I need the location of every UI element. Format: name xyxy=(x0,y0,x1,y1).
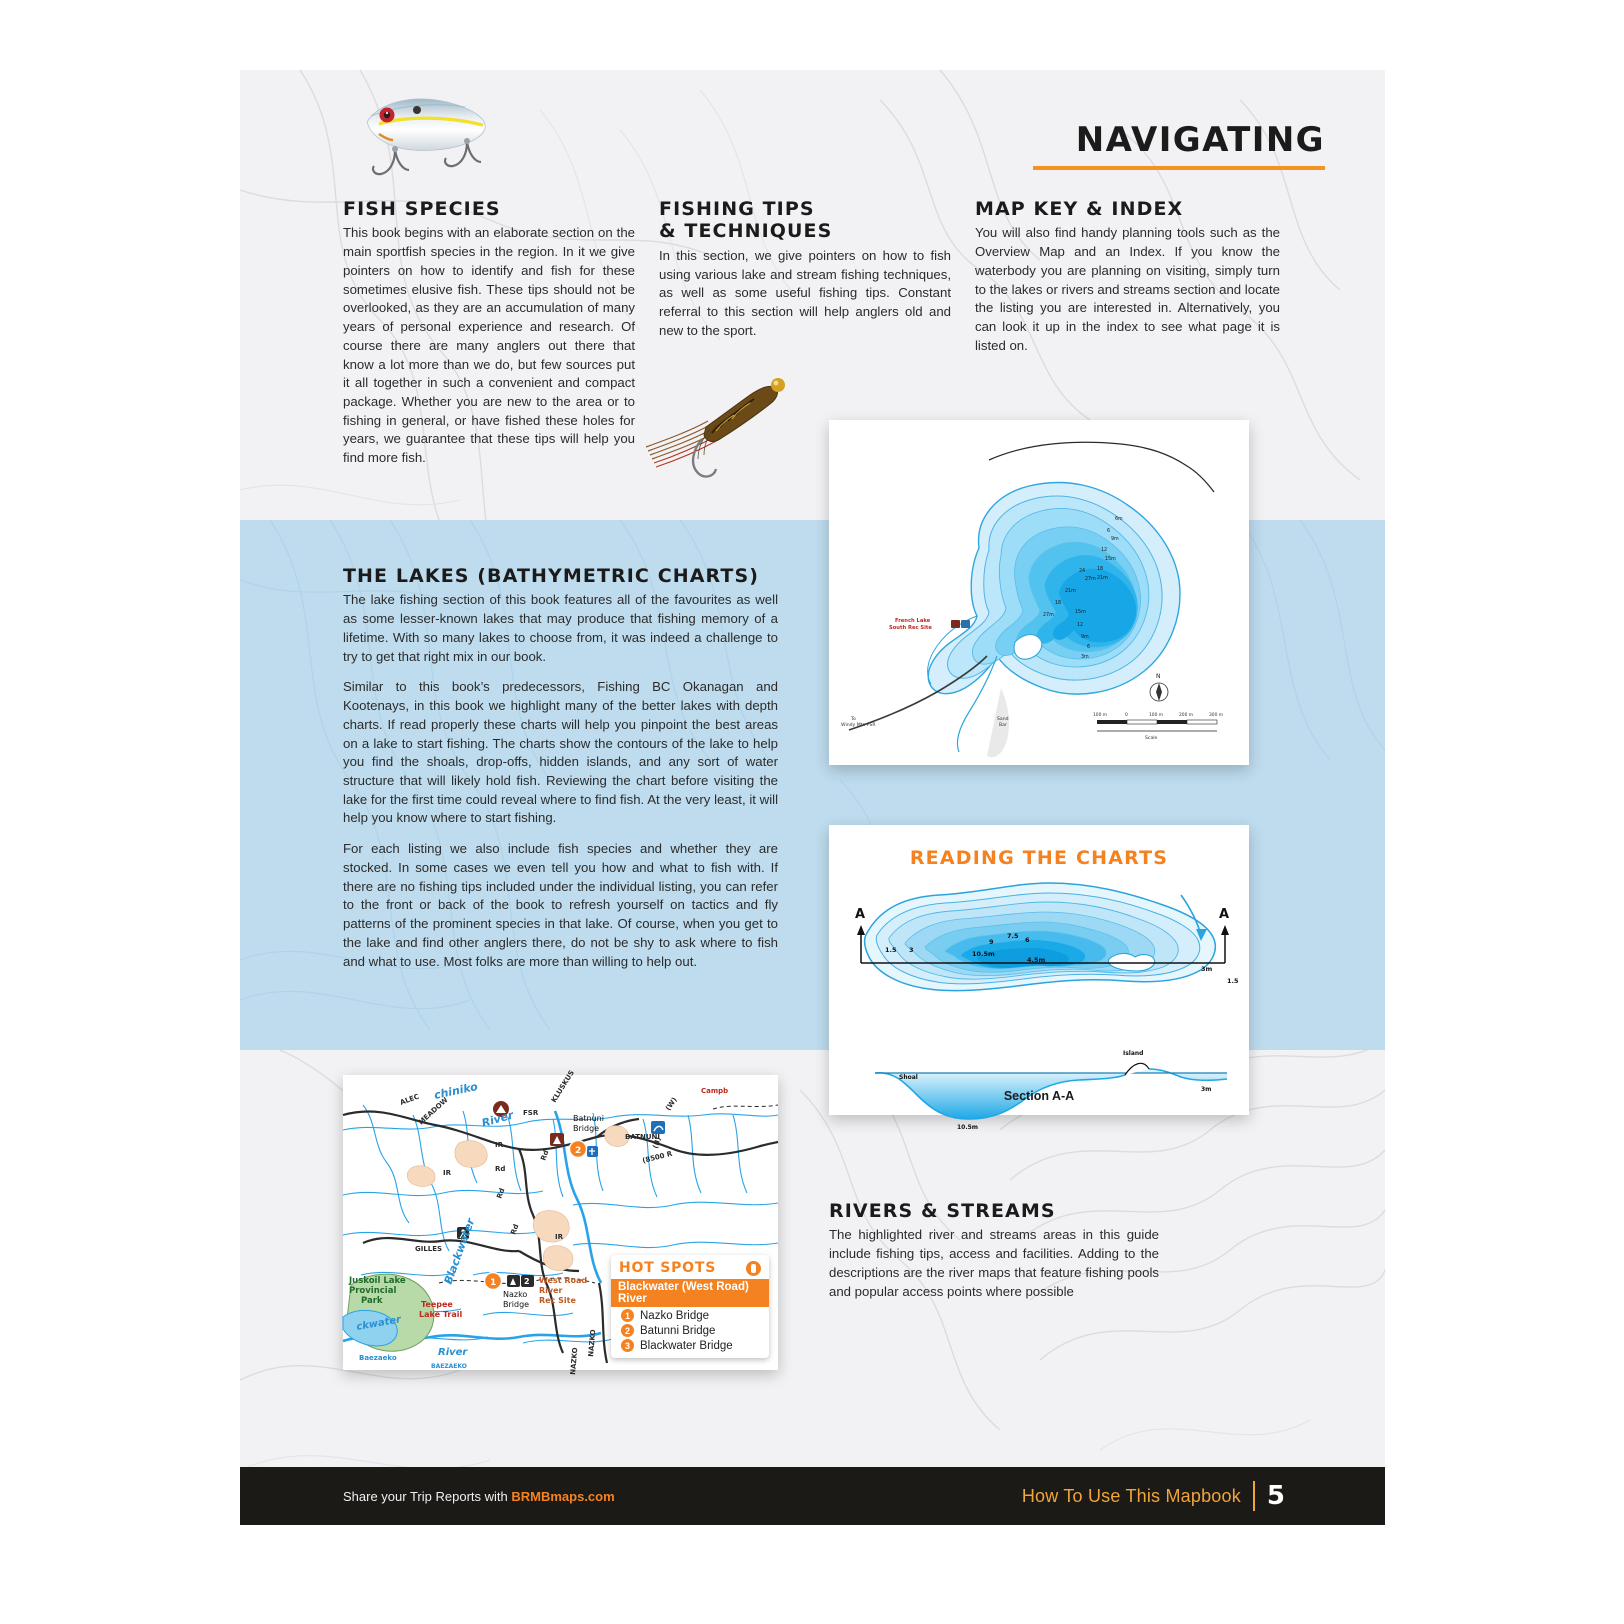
svg-text:South Rec Site: South Rec Site xyxy=(889,625,932,631)
svg-text:NAZKO: NAZKO xyxy=(569,1347,580,1376)
svg-text:Rd: Rd xyxy=(495,1165,506,1173)
fishing-tips-body: In this section, we give pointers on how to fish using various lake and stream fishing techniques, as well as some useful fishing tips. Constant referral to this section will help anglers old and new to the sport. xyxy=(659,247,951,338)
svg-text:3m: 3m xyxy=(1081,655,1089,660)
svg-text:9: 9 xyxy=(989,938,994,946)
hot-spots-subtitle: Blackwater (West Road) River xyxy=(611,1279,769,1307)
svg-text:Windy Mtn FSR: Windy Mtn FSR xyxy=(841,723,876,728)
svg-text:Sand: Sand xyxy=(997,717,1009,722)
svg-text:A: A xyxy=(855,907,866,922)
hot-spot-item-1[interactable] xyxy=(611,1307,769,1322)
fish-species-heading: FISH SPECIES xyxy=(343,198,501,220)
svg-text:IR: IR xyxy=(555,1233,563,1241)
svg-text:Baezaeko: Baezaeko xyxy=(359,1354,397,1362)
map-key-body: You will also find handy planning tools such as the Overview Map and an Index. If you know the waterbody you are planning on visiting, simply turn to the lakes or rivers and streams section and locate the listing you are interested in. Alternatively, you can look it up in the index to see what page it is listed on. xyxy=(975,225,1280,353)
svg-text:FSR: FSR xyxy=(523,1109,539,1117)
lakes-para-2: Similar to this book’s predecessors, Fishing BC Okanagan and Kootenays, in this book we highlight many of the better lakes with depth charts. If read properly these charts will help you pinpoint the best areas on a lake to start fishing. The charts show the contours of the lake to help you find the shoals, drop-offs, hidden islands, and any sort of water structure that will likely hold fish. Reviewing the chart before visiting the lake for the first time could reveal where to find fish. At the very least, it will help you know where to start fishing. xyxy=(343,679,778,826)
svg-text:12: 12 xyxy=(1077,623,1084,628)
fishing-fly-photo xyxy=(640,355,815,480)
section-rivers-streams xyxy=(829,1200,1159,1301)
section-the-lakes xyxy=(343,565,778,971)
svg-text:Rd: Rd xyxy=(509,1223,521,1236)
hot-spot-number-icon: 1 xyxy=(621,1309,634,1322)
hot-spot-item-2[interactable] xyxy=(611,1322,769,1337)
svg-text:Rec Site: Rec Site xyxy=(539,1296,576,1305)
svg-text:Rd: Rd xyxy=(539,1149,551,1162)
svg-text:3m: 3m xyxy=(1201,965,1213,973)
river-map-card[interactable] xyxy=(343,1068,778,1376)
footer-brand-link[interactable]: BRMBmaps.com xyxy=(511,1488,615,1504)
svg-text:Bridge: Bridge xyxy=(573,1124,600,1133)
svg-text:Blackwater: Blackwater xyxy=(441,1216,478,1287)
svg-text:Lake Trail: Lake Trail xyxy=(419,1310,463,1319)
svg-text:(II): (II) xyxy=(651,1136,663,1150)
map-pin-icon xyxy=(746,1261,761,1276)
svg-text:4.5m: 4.5m xyxy=(1027,956,1046,964)
footer-page-marker xyxy=(1022,1481,1285,1511)
footer-divider xyxy=(1253,1481,1255,1511)
svg-text:River: River xyxy=(480,1108,515,1130)
hot-spots-title-row xyxy=(611,1260,769,1279)
svg-text:Provincial: Provincial xyxy=(349,1286,397,1296)
svg-text:18: 18 xyxy=(1055,601,1062,606)
svg-text:10.5m: 10.5m xyxy=(957,1124,979,1131)
rivers-body: The highlighted river and streams areas in this guide include fishing tips, access and facilities. Adding to the descriptions are the river maps that feature fishing pools and popular access points where possible xyxy=(829,1227,1159,1299)
svg-text:27m: 27m xyxy=(1085,577,1096,582)
reading-charts-title: READING THE CHARTS xyxy=(909,847,1169,869)
svg-text:(W): (W) xyxy=(664,1095,679,1113)
svg-text:2: 2 xyxy=(524,1277,530,1286)
svg-text:9m: 9m xyxy=(1111,537,1119,542)
svg-text:chiniko: chiniko xyxy=(432,1080,479,1102)
svg-text:(8500 R: (8500 R xyxy=(641,1149,674,1165)
svg-text:21m: 21m xyxy=(1097,576,1108,581)
section-aa-label: Section A-A xyxy=(1003,1089,1075,1103)
svg-text:9m: 9m xyxy=(1081,635,1089,640)
svg-text:2: 2 xyxy=(575,1146,582,1156)
svg-text:6: 6 xyxy=(1087,645,1091,650)
svg-text:Juskoil Lake: Juskoil Lake xyxy=(349,1276,406,1286)
rivers-heading: RIVERS & STREAMS xyxy=(829,1200,1056,1222)
fishing-tips-heading-line2: & TECHNIQUES xyxy=(659,220,833,243)
svg-text:BAEZAEKO: BAEZAEKO xyxy=(431,1363,467,1370)
bathymetric-chart-card[interactable] xyxy=(829,420,1249,765)
lakes-para-1: The lake fishing section of this book features all of the favourites as well as some lesser-known lakes that may produce that fishing memory of a lifetime. With so many lakes to choose from, it was indeed a challenge to try to get that right mix in our book. xyxy=(343,592,778,664)
svg-text:IR: IR xyxy=(443,1169,451,1177)
svg-text:Nazko: Nazko xyxy=(503,1290,528,1299)
map-key-heading: MAP KEY & INDEX xyxy=(975,198,1184,220)
svg-text:21m: 21m xyxy=(1065,589,1076,594)
page-footer xyxy=(240,1467,1385,1525)
svg-text:Shoal: Shoal xyxy=(899,1074,918,1081)
svg-text:A: A xyxy=(1219,907,1230,922)
svg-text:GILLES: GILLES xyxy=(415,1245,443,1253)
hot-spot-label: Nazko Bridge xyxy=(640,1309,710,1322)
svg-text:Batnuni: Batnuni xyxy=(573,1114,604,1123)
hot-spot-number-icon: 2 xyxy=(621,1324,634,1337)
svg-text:6m: 6m xyxy=(1115,517,1123,522)
footer-trip-reports xyxy=(343,1489,615,1504)
svg-text:6: 6 xyxy=(1107,529,1111,534)
header-accent-rule xyxy=(1033,166,1325,170)
svg-text:IR: IR xyxy=(495,1141,503,1149)
svg-text:3: 3 xyxy=(909,946,914,954)
fish-species-body: This book begins with an elaborate section on the main sportfish species in the region. In it we give pointers on how to identify and fish for these sometimes elusive fish. These tips should not be overlooked, as they are an accumulation of many years of personal experience and research. Of course there are many anglers out there that know a lot more than we do, but few sources put it all together in such a convenient and compact package. Whether you are new to the area or to fishing in general, or have fished these holes for years, we guarantee that these tips will help you find more fish. xyxy=(343,225,635,466)
hot-spot-label: Blackwater Bridge xyxy=(640,1339,733,1352)
svg-text:Bridge: Bridge xyxy=(503,1300,530,1309)
hot-spots-title: HOT SPOTS xyxy=(619,1260,717,1276)
svg-text:12: 12 xyxy=(1101,548,1108,553)
section-fishing-tips xyxy=(659,198,951,340)
page-canvas xyxy=(240,70,1385,1525)
svg-text:River: River xyxy=(438,1347,468,1358)
lakes-heading: THE LAKES (BATHYMETRIC CHARTS) xyxy=(343,565,760,587)
svg-text:West Road: West Road xyxy=(539,1276,588,1285)
svg-text:24: 24 xyxy=(1079,569,1086,574)
svg-text:River: River xyxy=(539,1286,563,1295)
svg-text:300 m: 300 m xyxy=(1209,713,1224,718)
svg-text:ckwater: ckwater xyxy=(355,1314,402,1333)
svg-text:Scale: Scale xyxy=(1145,736,1158,741)
svg-text:ALEC: ALEC xyxy=(398,1092,421,1107)
section-fish-species xyxy=(343,198,635,468)
svg-text:Campb: Campb xyxy=(701,1087,729,1095)
hot-spot-label: Batunni Bridge xyxy=(640,1324,716,1337)
hot-spots-legend[interactable] xyxy=(611,1255,769,1358)
svg-text:1: 1 xyxy=(490,1278,497,1288)
svg-text:BATNUNI: BATNUNI xyxy=(625,1133,660,1141)
section-map-key-index xyxy=(975,198,1280,356)
svg-text:1.5: 1.5 xyxy=(1227,977,1239,985)
svg-text:18: 18 xyxy=(1097,567,1104,572)
svg-text:KLUSKUS: KLUSKUS xyxy=(549,1068,576,1105)
svg-text:7.5: 7.5 xyxy=(1007,932,1019,940)
svg-text:MEADOW: MEADOW xyxy=(416,1096,450,1127)
svg-text:N: N xyxy=(1156,673,1161,680)
svg-text:1.5: 1.5 xyxy=(885,946,897,954)
footer-trip-reports-prefix: Share your Trip Reports with xyxy=(343,1488,512,1504)
svg-text:15m: 15m xyxy=(1105,557,1116,562)
svg-text:NAZKO: NAZKO xyxy=(587,1329,598,1358)
svg-text:3m: 3m xyxy=(1201,1086,1212,1093)
svg-text:Rd: Rd xyxy=(495,1187,507,1200)
fishing-tips-heading-line1: FISHING TIPS xyxy=(659,198,815,220)
page-title: NAVIGATING xyxy=(1075,120,1325,160)
svg-text:200 m: 200 m xyxy=(1179,713,1194,718)
svg-text:27m: 27m xyxy=(1043,613,1054,618)
svg-text:Teepee: Teepee xyxy=(421,1300,453,1309)
fishing-tips-heading xyxy=(659,198,951,243)
svg-text:15m: 15m xyxy=(1075,610,1086,615)
svg-text:French Lake: French Lake xyxy=(895,618,931,624)
svg-text:6: 6 xyxy=(1025,936,1030,944)
svg-text:100 m: 100 m xyxy=(1093,713,1108,718)
svg-text:To: To xyxy=(851,717,856,722)
svg-text:Island: Island xyxy=(1123,1050,1144,1057)
svg-text:100 m: 100 m xyxy=(1149,713,1164,718)
svg-text:0: 0 xyxy=(1125,713,1128,718)
hot-spot-item-3[interactable] xyxy=(611,1337,769,1352)
reading-the-charts-card[interactable] xyxy=(829,825,1249,1131)
svg-text:Bar: Bar xyxy=(999,723,1007,728)
footer-page-number: 5 xyxy=(1266,1481,1285,1511)
svg-text:10.5m: 10.5m xyxy=(972,950,995,958)
hot-spot-number-icon: 3 xyxy=(621,1339,634,1352)
footer-section-label: How To Use This Mapbook xyxy=(1021,1485,1241,1506)
page-header xyxy=(1033,120,1325,170)
fishing-lure-photo xyxy=(335,80,505,185)
svg-text:Park: Park xyxy=(361,1296,383,1306)
lakes-para-3: For each listing we also include fish species and whether they are stocked. In some cases we even tell you how and what to fish with. If there are no fishing tips included under the individual listing, you can refer to the front or back of the book to refresh yourself on tactics and fly patterns of the prominent species in that lake. Of course, when you get to the lake and find other anglers there, do not be shy to ask where to fish and what to use. Most folks are more than willing to help out. xyxy=(343,841,778,969)
